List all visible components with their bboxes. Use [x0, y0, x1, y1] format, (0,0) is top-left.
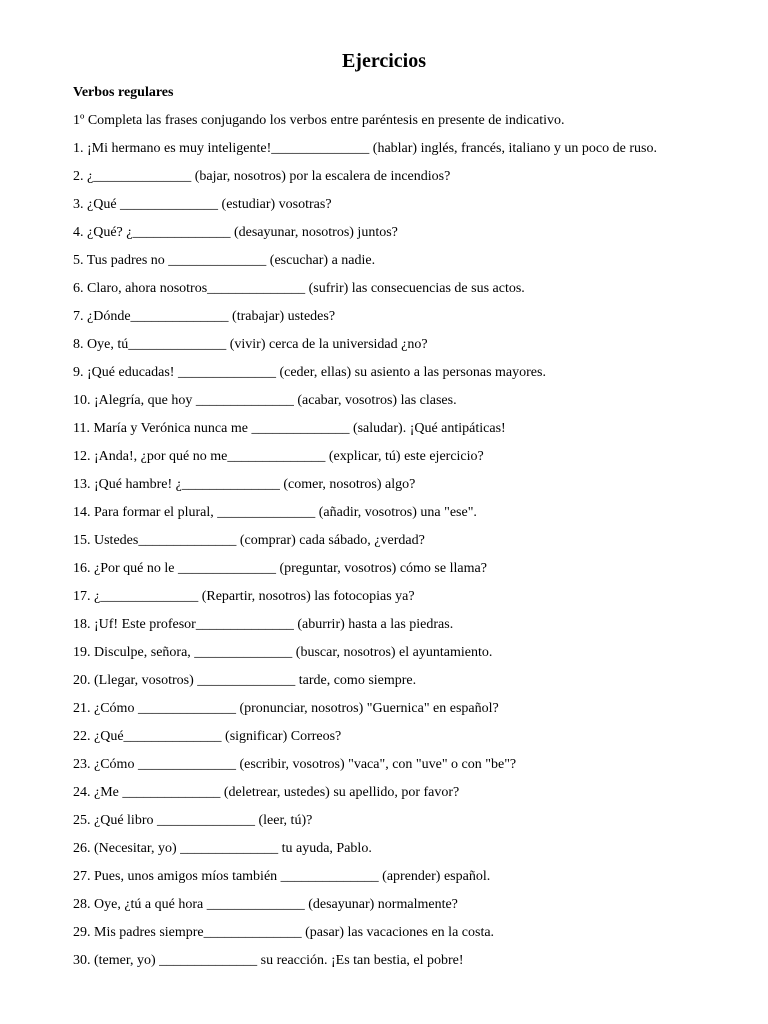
exercise-item: 1. ¡Mi hermano es muy inteligente!______________ (hablar) inglés, francés, italiano y un poco de ruso.	[73, 141, 657, 156]
exercise-list	[73, 140, 698, 970]
page-title: Ejercicios	[341, 50, 427, 72]
exercise-item: 11. María y Verónica nunca me ______________ (saludar). ¡Qué antipáticas!	[73, 421, 506, 436]
exercise-item: 16. ¿Por qué no le ______________ (preguntar, vosotros) cómo se llama?	[73, 561, 487, 576]
exercise-item: 27. Pues, unos amigos míos también ______________ (aprender) español.	[73, 869, 491, 884]
exercise-item: 23. ¿Cómo ______________ (escribir, vosotros) "vaca", con "uve" o con "be"?	[73, 757, 517, 772]
exercise-item: 18. ¡Uf! Este profesor______________ (aburrir) hasta a las piedras.	[73, 617, 454, 632]
exercise-item: 8. Oye, tú______________ (vivir) cerca de la universidad ¿no?	[73, 337, 428, 352]
exercise-item: 3. ¿Qué ______________ (estudiar) vosotras?	[73, 197, 332, 212]
exercise-item: 17. ¿______________ (Repartir, nosotros) las fotocopias ya?	[73, 589, 415, 604]
exercise-item: 22. ¿Qué______________ (significar) Correos?	[73, 729, 342, 744]
exercise-item: 15. Ustedes______________ (comprar) cada sábado, ¿verdad?	[73, 533, 425, 548]
section-subtitle: Verbos regulares	[73, 85, 174, 100]
exercise-item: 19. Disculpe, señora, ______________ (buscar, nosotros) el ayuntamiento.	[73, 645, 493, 660]
exercise-item: 29. Mis padres siempre______________ (pasar) las vacaciones en la costa.	[73, 925, 495, 940]
exercise-item: 24. ¿Me ______________ (deletrear, ustedes) su apellido, por favor?	[73, 785, 460, 800]
exercise-instruction: 1º Completa las frases conjugando los verbos entre paréntesis en presente de indicativo.	[73, 113, 565, 128]
exercise-item: 13. ¡Qué hambre! ¿______________ (comer, nosotros) algo?	[73, 477, 416, 492]
exercise-item: 30. (temer, yo) ______________ su reacción. ¡Es tan bestia, el pobre!	[73, 953, 464, 968]
exercise-item: 5. Tus padres no ______________ (escuchar) a nadie.	[73, 253, 376, 268]
exercise-item: 25. ¿Qué libro ______________ (leer, tú)?	[73, 813, 313, 828]
exercise-item: 9. ¡Qué educadas! ______________ (ceder, ellas) su asiento a las personas mayores.	[73, 365, 546, 380]
exercise-item: 21. ¿Cómo ______________ (pronunciar, nosotros) "Guernica" en español?	[73, 701, 499, 716]
exercise-item: 10. ¡Alegría, que hoy ______________ (acabar, vosotros) las clases.	[73, 393, 457, 408]
exercise-item: 7. ¿Dónde______________ (trabajar) ustedes?	[73, 309, 336, 324]
exercise-item: 28. Oye, ¿tú a qué hora ______________ (desayunar) normalmente?	[73, 897, 458, 912]
exercise-item: 4. ¿Qué? ¿______________ (desayunar, nosotros) juntos?	[73, 225, 398, 240]
exercise-item: 14. Para formar el plural, ______________ (añadir, vosotros) una "ese".	[73, 505, 477, 520]
exercise-item: 20. (Llegar, vosotros) ______________ tarde, como siempre.	[73, 673, 417, 688]
exercise-item: 6. Claro, ahora nosotros______________ (sufrir) las consecuencias de sus actos.	[73, 281, 525, 296]
exercise-item: 26. (Necesitar, yo) ______________ tu ayuda, Pablo.	[73, 841, 372, 856]
exercise-item: 2. ¿______________ (bajar, nosotros) por la escalera de incendios?	[73, 169, 451, 184]
exercise-item: 12. ¡Anda!, ¿por qué no me______________ (explicar, tú) este ejercicio?	[73, 449, 484, 464]
